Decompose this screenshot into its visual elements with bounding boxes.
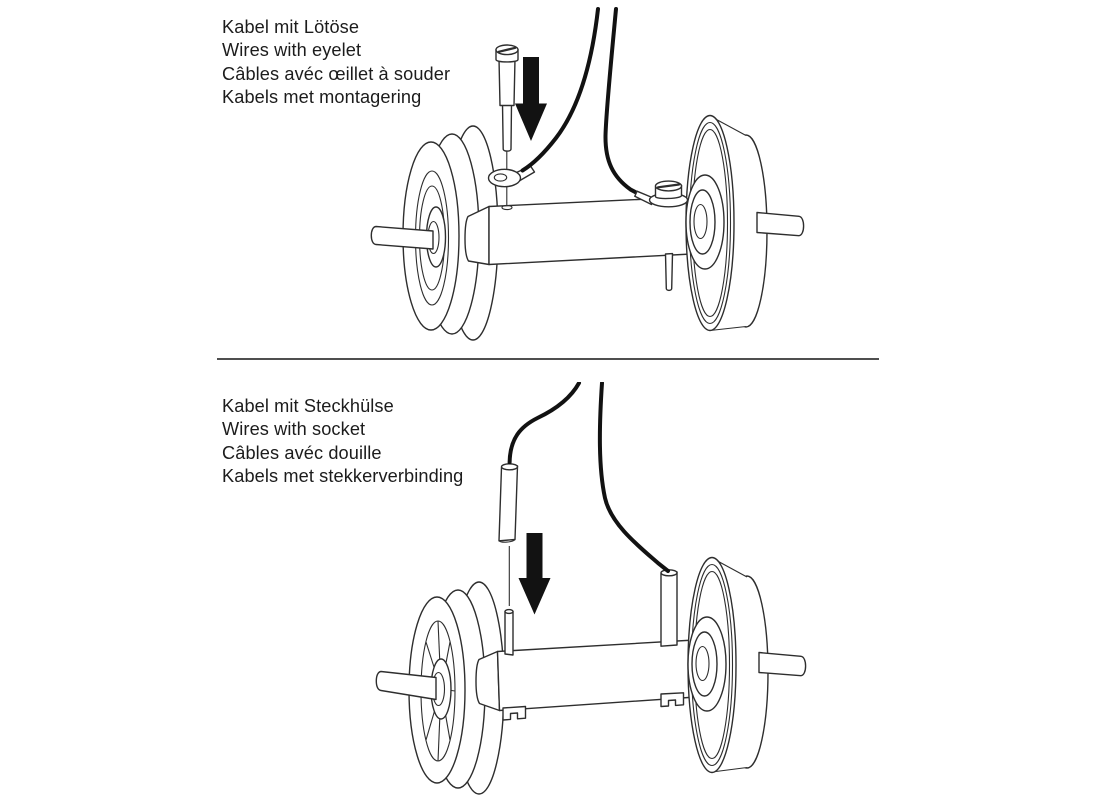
label-german: Kabel mit Lötöse — [222, 17, 360, 37]
contact-pin — [505, 610, 513, 655]
left-axle-stub — [371, 227, 433, 250]
contact-pin — [666, 254, 673, 291]
label-english: Wires with socket — [222, 419, 366, 440]
right-wheel — [688, 558, 806, 773]
left-wire — [510, 383, 579, 463]
right-axle-stub — [759, 653, 806, 676]
right-wire — [600, 383, 668, 571]
right-wire — [605, 9, 638, 194]
pickup-clip-left — [503, 707, 526, 721]
screw — [496, 45, 518, 151]
eyelet-wheelset-diagram — [350, 0, 830, 356]
label-french: Câbles avéc douille — [222, 442, 382, 463]
label-french: Câbles avéc œillet à souder — [222, 63, 451, 84]
section-divider — [217, 358, 879, 360]
socket-sleeve — [499, 464, 518, 542]
right-axle-stub — [757, 213, 804, 236]
label-dutch: Kabels met stekkerverbinding — [222, 466, 464, 487]
pickup-clip-right — [661, 693, 684, 707]
attached-socket — [661, 570, 677, 646]
label-dutch: Kabels met montagering — [222, 87, 422, 108]
down-arrow-icon — [515, 57, 547, 141]
label-german: Kabel mit Steckhülse — [222, 396, 394, 416]
label-english: Wires with eyelet — [222, 40, 362, 61]
socket-wheelset-diagram — [360, 382, 830, 800]
down-arrow-icon — [519, 533, 551, 615]
right-wheel — [686, 116, 804, 331]
